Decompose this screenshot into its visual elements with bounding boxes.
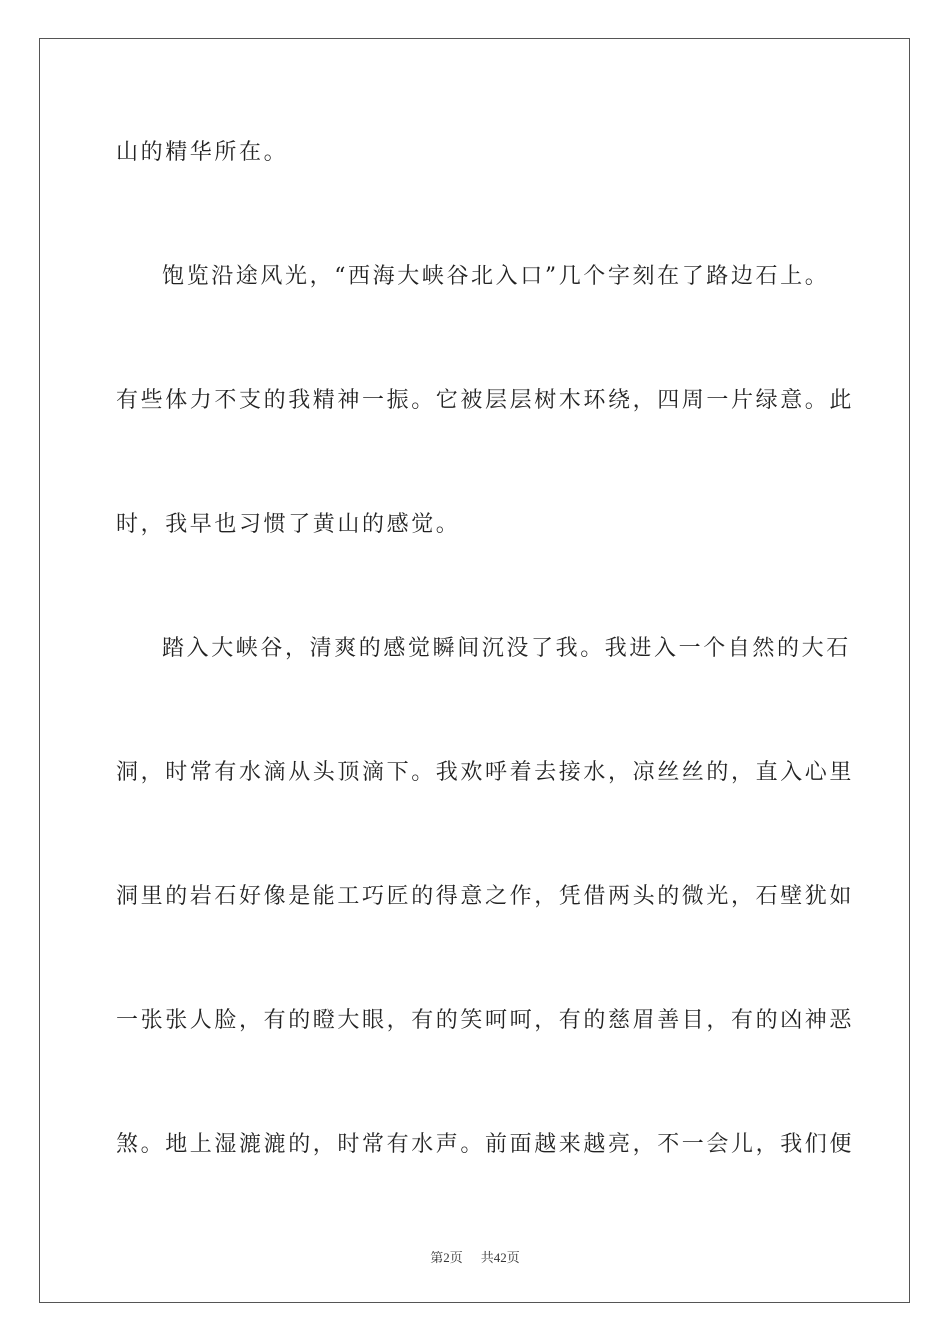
text-line-2: 饱览沿途风光，“西海大峡谷北入口”几个字刻在了路边石上。	[162, 264, 830, 289]
text-line-5: 踏入大峡谷，清爽的感觉瞬间沉没了我。我进入一个自然的大石	[162, 636, 851, 661]
text-line-7: 洞里的岩石好像是能工巧匠的得意之作，凭借两头的微光，石壁犹如	[116, 884, 855, 909]
text-line-1: 山的精华所在。	[116, 140, 289, 165]
text-line-9: 煞。地上湿漉漉的，时常有水声。前面越来越亮，不一会儿，我们便	[116, 1132, 855, 1157]
text-line-8: 一张张人脸，有的瞪大眼，有的笑呵呵，有的慈眉善目，有的凶神恶	[116, 1008, 855, 1033]
text-line-6: 洞，时常有水滴从头顶滴下。我欢呼着去接水，凉丝丝的，直入心里	[116, 760, 855, 785]
page-number: 第2页	[430, 1250, 463, 1265]
page-total: 共42页	[480, 1250, 520, 1265]
page-border	[39, 38, 910, 1303]
page-footer	[0, 1247, 950, 1266]
text-line-3: 有些体力不支的我精神一振。它被层层树木环绕，四周一片绿意。此	[116, 388, 855, 413]
text-line-4: 时，我早也习惯了黄山的感觉。	[116, 512, 461, 537]
